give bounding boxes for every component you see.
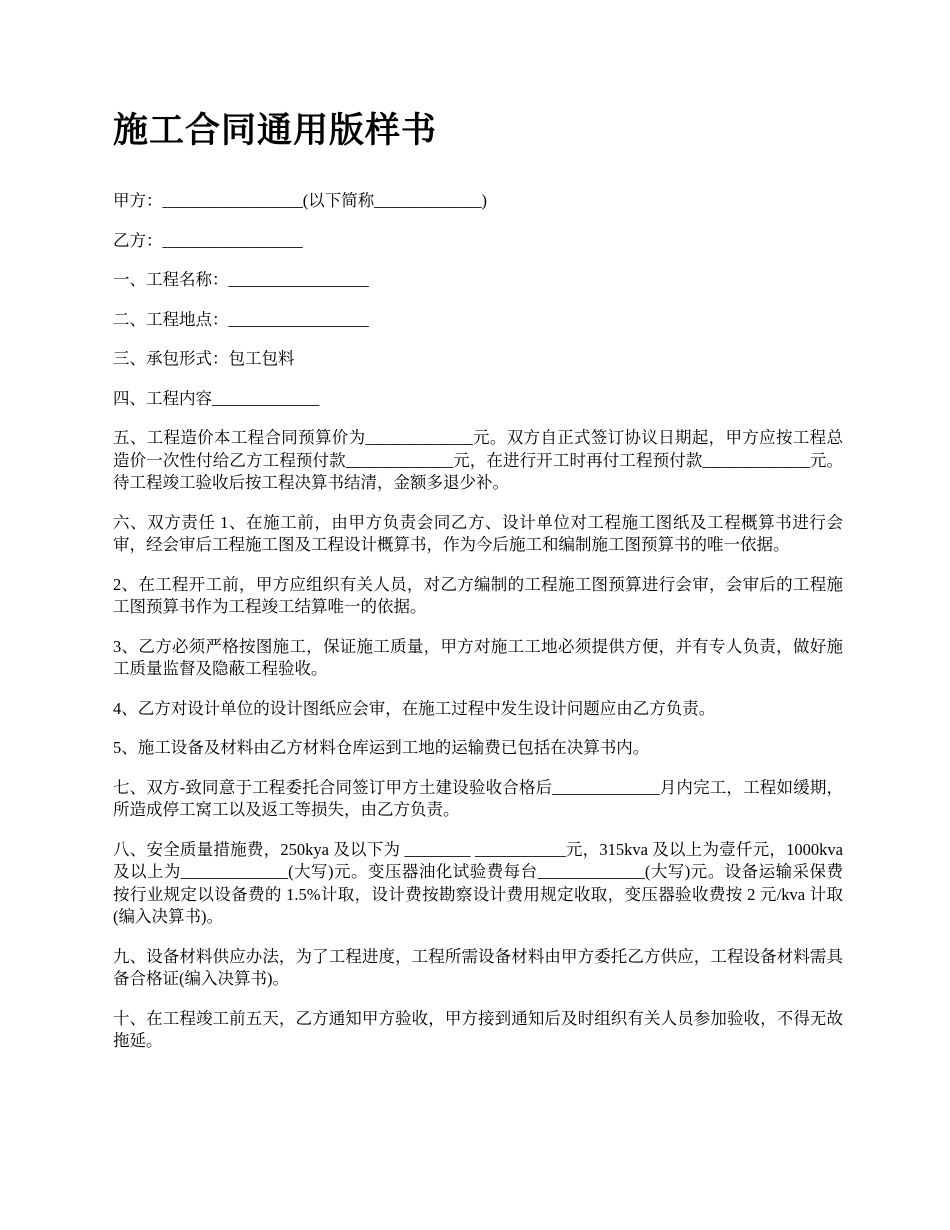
project-name-clause: 一、工程名称：_________________ <box>113 270 369 289</box>
document-page <box>113 108 843 1070</box>
completion-clause: 七、双方-致同意于工程委托合同签订甲方土建设验收合格后_____________月内完工，工程如缓期，所造成停工窝工以及返工等损失，由乙方负责。 <box>113 777 843 819</box>
project-location-clause: 二、工程地点：_________________ <box>113 309 369 329</box>
responsibilities-clause-3: 3、乙方必须严格按图施工，保证施工质量，甲方对施工工地必须提供方便，并有专人负责，做好施工质量监督及隐蔽工程验收。 <box>113 636 843 678</box>
project-content-clause: 四、工程内容_____________ <box>113 388 320 408</box>
responsibilities-clause-1: 六、双方责任 1、在施工前，由甲方负责会同乙方、设计单位对工程施工图纸及工程概算书进行会审，经会审后工程施工图及工程设计概算书，作为今后施工和编制施工图预算书的唯一依据。 <box>113 512 843 554</box>
safety-fee-clause: 八、安全质量措施费，250kya 及以下为 ________ ___________元，315kva 及以上为壹仟元，1000kva 及以上为_____________(大写)元。变压器油化试验费每台_____________(大写)元。设备运输采保费按行业规定以设备费的 1.5%计取，设计费按勘察设计费用规定收取，变压器验收费按 2 元/kva 计取(编入决算书)。 <box>113 839 843 926</box>
party-b-line: 乙方：_________________ <box>113 230 303 250</box>
responsibilities-clause-4: 4、乙方对设计单位的设计图纸应会审，在施工过程中发生设计问题应由乙方负责。 <box>113 698 716 718</box>
project-cost-clause: 五、工程造价本工程合同预算价为_____________元。双方自正式签订协议日期起，甲方应按工程总造价一次性付给乙方工程预付款_____________元，在进行开工时再付工程预付款_____________元。待工程竣工验收后按工程决算书结清，金额多退少补。 <box>113 428 843 492</box>
contract-form-clause: 三、承包形式：包工包料 <box>113 349 295 368</box>
material-supply-clause: 九、设备材料供应办法，为了工程进度，工程所需设备材料由甲方委托乙方供应，工程设备材料需具备合格证(编入决算书)。 <box>113 946 843 988</box>
document-title: 施工合同通用版样书 <box>113 110 438 151</box>
responsibilities-clause-5: 5、施工设备及材料由乙方材料仓库运到工地的运输费已包括在决算书内。 <box>113 738 650 757</box>
acceptance-clause: 十、在工程竣工前五天，乙方通知甲方验收，甲方接到通知后及时组织有关人员参加验收，不得无故拖延。 <box>113 1008 843 1050</box>
responsibilities-clause-2: 2、在工程开工前，甲方应组织有关人员，对乙方编制的工程施工图预算进行会审，会审后的工程施工图预算书作为工程竣工结算唯一的依据。 <box>113 574 843 616</box>
party-a-line: 甲方：_________________(以下简称_____________) <box>113 191 487 210</box>
